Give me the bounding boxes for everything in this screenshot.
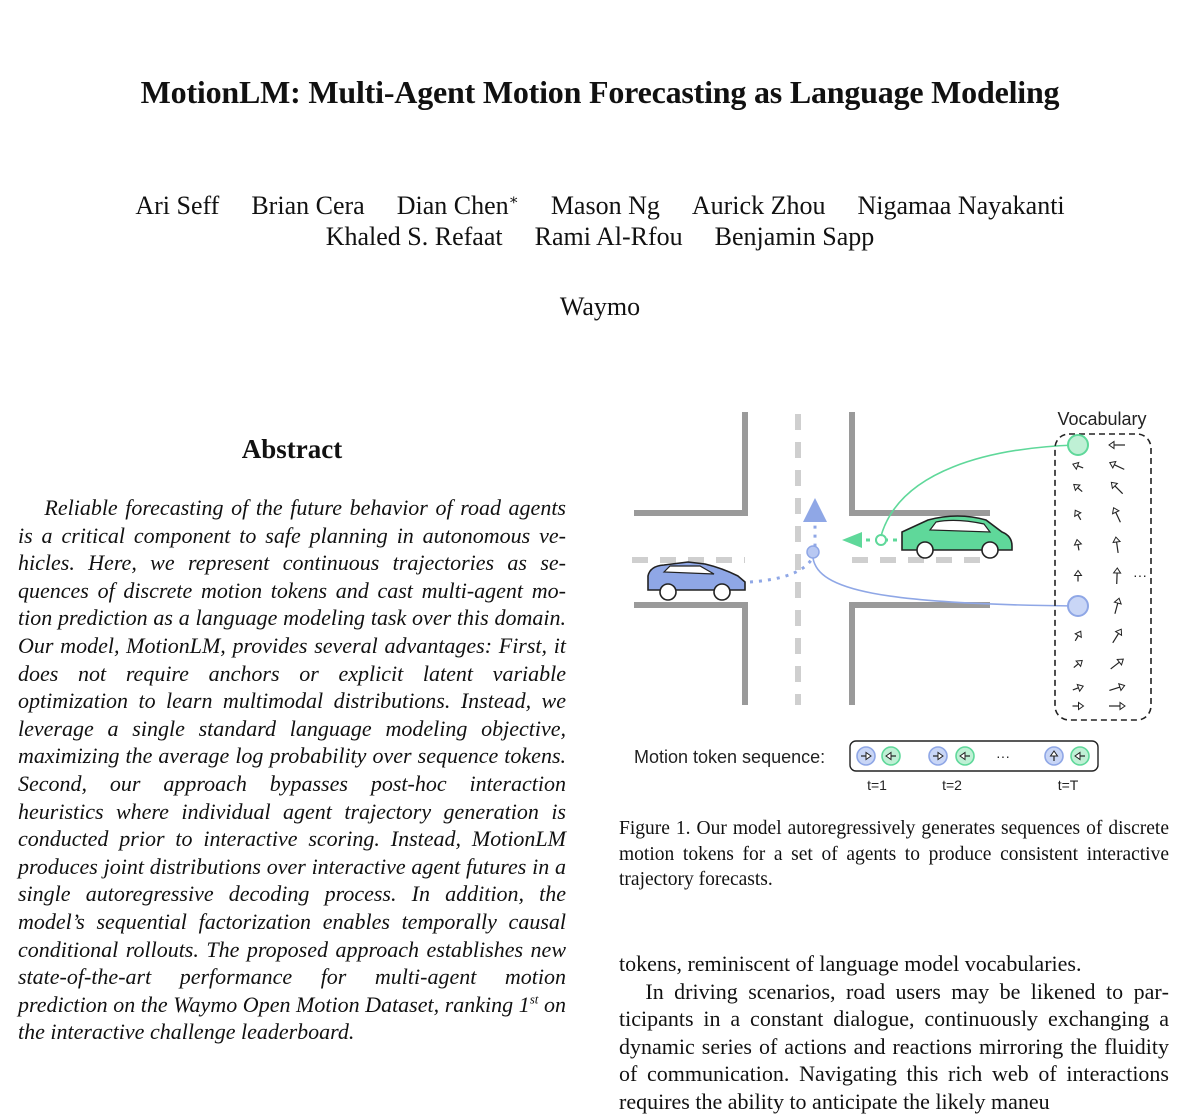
lane-dividers xyxy=(632,414,990,705)
vocab-token-arrow xyxy=(1110,506,1123,523)
author-name: Khaled S. Refaat xyxy=(325,222,503,251)
vocab-token-arrow xyxy=(1074,539,1083,551)
selected-green-token xyxy=(1068,435,1088,455)
affiliation: Waymo xyxy=(559,292,641,321)
abstract-text-main: Reliable forecasting of the future behavior of road agents is a critical component to safe planning in autonomous vehicles. Here, we represent continuous trajectories as sequences of discrete motion tokens and cast multi-agent motion prediction as a language modeling task over this domain. Our model, MotionLM, provides several advantages: First, it does not require anchors or explicit latent variable optimization to learn multimodal distributions. Instead, we leverage a single standard language modeling objective, maximizing the average log probability over sequence tokens. Second, our approach bypasses post-hoc interaction heuristics where individual agent trajectory generation is conducted prior to interactive scoring. Instead, MotionLM produces joint distributions over interactive agent futures in a single autoregressive decoding process. In addition, the model’s sequential factorization enables temporally causal conditional rollouts. The proposed approach establishes new state-of-the-art performance for multi-agent motion prediction on the Waymo Open Motion Dataset, ranking 1 xyxy=(18,495,566,1017)
vocabulary-token-grid xyxy=(1072,442,1126,710)
green-agent-arrow xyxy=(842,532,862,548)
vocab-token-arrow xyxy=(1109,656,1126,671)
author-name: Rami Al-Rfou xyxy=(534,222,683,251)
body-paragraph: tokens, reminiscent of language model vocabularies. xyxy=(619,951,1082,976)
green-car xyxy=(902,516,1012,558)
author-footnote-mark: ∗ xyxy=(508,192,519,208)
blue-car xyxy=(648,562,745,600)
author-name: Aurick Zhou xyxy=(691,190,826,220)
vocab-token-arrow xyxy=(1109,480,1125,496)
blue-token-marker xyxy=(807,546,819,558)
figure-caption: Figure 1. Our model autoregressively generates sequences of discrete motion tokens for a set of agents to produce consistent interactive trajectory forecasts. xyxy=(619,818,1169,891)
paper-title: MotionLM: Multi-Agent Motion Forecasting as Language Modeling xyxy=(140,74,1060,110)
body-text xyxy=(619,950,1169,1116)
body-paragraph: In driving scenarios, road users may be likened to participants in a constant dialogue, continuously exchanging a dynamic series of actions and reactions mirroring the fluidity of communication. Navigating this rich web of interactions requires the ability to anticipate the likely maneu xyxy=(619,978,1169,1114)
author-list-line-1 xyxy=(0,190,1200,221)
vocab-token-arrow xyxy=(1112,537,1121,554)
abstract-text xyxy=(18,494,566,1046)
vocab-token-arrow xyxy=(1113,568,1121,584)
blue-vocab-link xyxy=(813,558,1075,606)
vocab-token-arrow xyxy=(1108,682,1125,694)
vocab-token-arrow xyxy=(1072,629,1084,642)
author-name: Mason Ng xyxy=(550,190,660,220)
figure-1-diagram xyxy=(620,400,1180,800)
author-name: Benjamin Sapp xyxy=(714,222,875,251)
vocab-token-arrow xyxy=(1073,703,1084,710)
sequence-label: Motion token sequence: xyxy=(634,747,826,767)
vocab-token-arrow xyxy=(1072,508,1084,521)
author-name xyxy=(397,191,519,220)
time-label: t=T xyxy=(1057,777,1079,793)
selected-blue-token xyxy=(1068,596,1088,616)
vocabulary-label: Vocabulary xyxy=(1057,409,1147,429)
vocab-token-arrow xyxy=(1072,683,1085,693)
author-list-line-2 xyxy=(0,222,1200,252)
author-name: Brian Cera xyxy=(251,190,365,220)
sequence-ellipsis: ··· xyxy=(996,748,1010,764)
vocabulary-ellipsis: ··· xyxy=(1133,567,1147,583)
time-label: t=1 xyxy=(867,777,887,793)
author-name-text: Dian Chen xyxy=(396,190,509,220)
vocab-token-arrow xyxy=(1109,442,1125,449)
author-name: Ari Seff xyxy=(135,190,220,220)
vocab-token-arrow xyxy=(1072,658,1085,670)
author-name: Nigamaa Nayakanti xyxy=(857,190,1065,220)
vocab-token-arrow xyxy=(1072,461,1085,471)
vocab-token-arrow xyxy=(1110,627,1124,644)
ordinal-suffix: st xyxy=(529,991,539,1007)
vocab-token-arrow xyxy=(1112,597,1123,614)
abstract-text-end: on the interactive challenge leaderboard. xyxy=(18,991,567,1045)
vocab-token-arrow xyxy=(1072,482,1085,494)
blue-agent-path xyxy=(750,510,815,582)
time-label: t=2 xyxy=(942,777,962,793)
vocab-token-arrow xyxy=(1109,703,1125,710)
abstract-heading: Abstract xyxy=(241,434,343,464)
vocab-token-arrow xyxy=(1075,571,1082,582)
vocab-token-arrow xyxy=(1108,459,1125,472)
green-token-marker xyxy=(876,535,886,545)
